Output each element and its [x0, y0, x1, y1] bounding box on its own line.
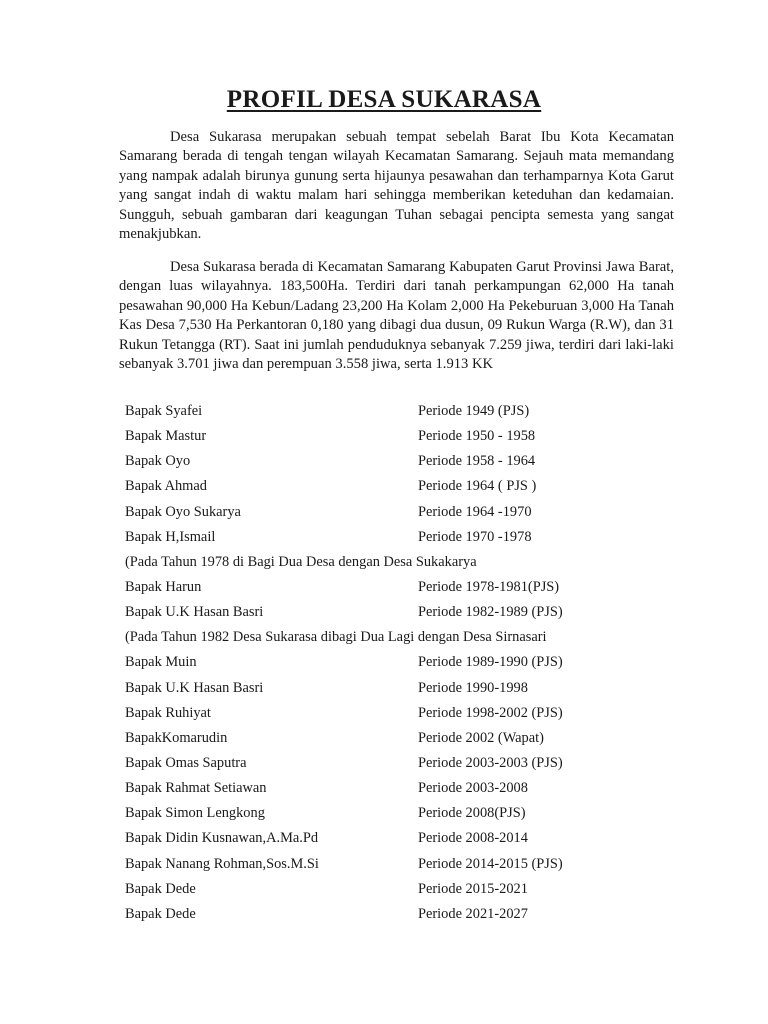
list-item	[125, 904, 685, 929]
list-item	[125, 652, 685, 677]
list-note-row	[125, 627, 685, 652]
list-item	[125, 728, 685, 753]
page-title: PROFIL DESA SUKARASA	[226, 86, 542, 113]
leader-name: Bapak Omas Saputra	[125, 754, 247, 771]
leader-period: Periode 1964 -1970	[418, 503, 532, 520]
leader-period: Periode 1982-1989 (PJS)	[418, 604, 563, 621]
leader-period: Periode 2008(PJS)	[418, 805, 526, 822]
leader-name: Bapak Didin Kusnawan,A.Ma.Pd	[125, 830, 319, 847]
leader-period: Periode 1950 - 1958	[418, 428, 536, 445]
leader-name: Bapak Ruhiyat	[125, 704, 211, 721]
list-item	[125, 778, 685, 803]
leader-name: Bapak Harun	[125, 578, 202, 595]
leader-name: Bapak H,Ismail	[125, 528, 216, 545]
leader-name: Bapak U.K Hasan Basri	[125, 679, 264, 696]
leader-period: Periode 1958 - 1964	[418, 453, 536, 470]
leader-period: Periode 2002 (Wapat)	[418, 729, 544, 746]
leader-list	[125, 401, 685, 929]
list-item	[125, 879, 685, 904]
leader-name: Bapak Rahmat Setiawan	[125, 780, 267, 797]
list-item	[125, 854, 685, 879]
list-item	[125, 451, 685, 476]
leader-period: Periode 1990-1998	[418, 679, 528, 696]
leader-name: Bapak Nanang Rohman,Sos.M.Si	[125, 855, 319, 872]
leader-name: Bapak U.K Hasan Basri	[125, 604, 264, 621]
list-item	[125, 401, 685, 426]
leader-period: Periode 2021-2027	[418, 905, 528, 922]
leader-period: Periode 2008-2014	[418, 830, 528, 847]
leader-period: Periode 2015-2021	[418, 880, 528, 897]
leader-period: Periode 1989-1990 (PJS)	[418, 654, 563, 671]
paragraph-geography: Desa Sukarasa berada di Kecamatan Samarang Kabupaten Garut Provinsi Jawa Barat, dengan luas wilayahnya. 183,500Ha. Terdiri dari tanah perkampungan 62,000 Ha tanah pesawahan 90,000 Ha Kebun/Ladang 23,200 Ha Kolam 2,000 Ha Pekeburuan 3,000 Ha Tanah Kas Desa 7,530 Ha Perkantoran 0,180 yang dibagi dua dusun, 09 Rukun Warga (R.W), dan 31 Rukun Tetangga (RT). Saat ini jumlah penduduknya sebanyak 7.259 jiwa, terdiri dari laki-laki sebanyak 3.701 jiwa dan perempuan 3.558 jiwa, serta 1.913 KK	[119, 259, 674, 373]
list-item	[125, 678, 685, 703]
leader-name: Bapak Mastur	[125, 428, 207, 445]
list-note-row	[125, 552, 685, 577]
list-item	[125, 803, 685, 828]
list-item	[125, 828, 685, 853]
leader-name: Bapak Simon Lengkong	[125, 805, 265, 822]
list-item	[125, 426, 685, 451]
list-item	[125, 502, 685, 527]
leader-period: Periode 1964 ( PJS )	[418, 478, 537, 495]
list-item	[125, 703, 685, 728]
list-item	[125, 527, 685, 552]
list-note: (Pada Tahun 1978 di Bagi Dua Desa dengan Desa Sukakarya	[125, 553, 477, 570]
leader-name: Bapak Muin	[125, 654, 197, 671]
leader-name: Bapak Syafei	[125, 403, 203, 419]
leader-name: Bapak Ahmad	[125, 478, 207, 495]
leader-period: Periode 1978-1981(PJS)	[418, 578, 560, 595]
leader-period: Periode 2003-2008	[418, 780, 528, 797]
list-item	[125, 753, 685, 778]
leader-period: Periode 1998-2002 (PJS)	[418, 704, 563, 721]
list-item	[125, 602, 685, 627]
leader-period: Periode 1970 -1978	[418, 528, 532, 545]
leader-name: Bapak Oyo Sukarya	[125, 503, 241, 520]
leader-name: Bapak Dede	[125, 880, 196, 897]
list-item	[125, 476, 685, 501]
leader-name: BapakKomarudin	[125, 729, 228, 746]
paragraph-intro: Desa Sukarasa merupakan sebuah tempat sebelah Barat Ibu Kota Kecamatan Samarang berada di tengah tengan wilayah Kecamatan Samarang. Sejauh mata memandang yang nampak adalah birunya gunung serta hijaunya pesawahan dan terhamparnya Kota Garut yang sangat indah di waktu malam hari sehingga memberikan keteduhan dan kedamaian. Sungguh, sebuah gambaran dari keagungan Tuhan sebagai pencipta semesta yang sangat menakjubkan.	[119, 129, 674, 243]
leader-period: Periode 2003-2003 (PJS)	[418, 754, 563, 771]
list-item	[125, 577, 685, 602]
leader-period: Periode 1949 (PJS)	[418, 403, 530, 419]
leader-name: Bapak Dede	[125, 905, 196, 922]
leader-period: Periode 2014-2015 (PJS)	[418, 855, 563, 872]
leader-name: Bapak Oyo	[125, 453, 191, 470]
list-note: (Pada Tahun 1982 Desa Sukarasa dibagi Dua Lagi dengan Desa Sirnasari	[125, 629, 547, 646]
